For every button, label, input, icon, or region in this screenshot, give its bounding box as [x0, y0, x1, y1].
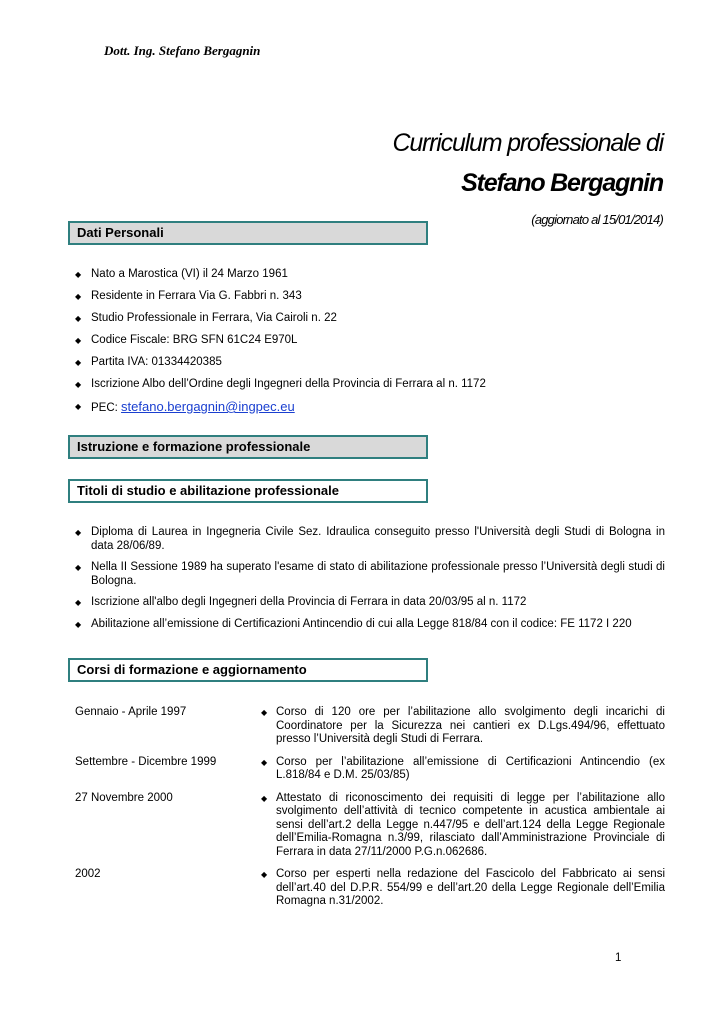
- section-degrees: Titoli di studio e abilitazione professionale: [68, 479, 428, 503]
- list-item: [75, 378, 665, 392]
- title-line-2: Stefano Bergagnin: [461, 169, 663, 197]
- personal-list: [75, 268, 665, 416]
- bullet-icon: ◆: [75, 270, 82, 279]
- title-line-1: Curriculum professionale di: [392, 129, 663, 157]
- bullet-icon: ◆: [75, 402, 82, 411]
- bullet-icon: ◆: [75, 598, 82, 607]
- list-item: [75, 268, 665, 282]
- course-date: 27 Novembre 2000: [75, 791, 173, 804]
- section-personal: Dati Personali: [68, 221, 428, 245]
- course-date: 2002: [75, 868, 101, 880]
- course-row: [75, 868, 665, 909]
- list-item-text: Iscrizione Albo dell’Ordine degli Ingegneri della Provincia di Ferrara al n. 1172: [91, 378, 486, 390]
- list-item-pec: [75, 400, 665, 416]
- list-item: [75, 312, 665, 326]
- course-text: Corso per l’abilitazione all’emissione di Certificazioni Antincendio (ex L.818/84 e D.M. 25/03/85): [276, 755, 665, 781]
- course-text: Attestato di riconoscimento dei requisiti di legge per l’abilitazione allo svolgimento dell’attività di tecnico competente in acustica ambientale ai sensi dell’art.2 della Legge n.447/95 e dell’art.124 della Legge Regionale dell’Emilia-Romagna n.3/99, rilasciato dall’Amministrazione Provinciale di Ferrara in data 27/11/2000 P.G.n.062686.: [276, 791, 665, 858]
- bullet-icon: ◆: [75, 292, 82, 301]
- course-text: Corso di 120 ore per l’abilitazione allo svolgimento degli incarichi di Coordinatore per la Sicurezza nei cantieri ex D.Lgs.494/96, effettuato presso l’Università degli Studi di Ferrara.: [276, 706, 665, 745]
- degree-list: [75, 526, 665, 631]
- pec-label: PEC:: [91, 402, 118, 414]
- course-row: [75, 792, 665, 860]
- list-item-text: Partita IVA: 01334420385: [91, 356, 222, 368]
- list-item: [75, 618, 665, 632]
- list-item-text: Studio Professionale in Ferrara, Via Cairoli n. 22: [91, 312, 337, 324]
- list-item: [75, 596, 665, 610]
- course-date: Gennaio - Aprile 1997: [75, 706, 187, 718]
- section-courses: Corsi di formazione e aggiornamento: [68, 658, 428, 682]
- course-description: [261, 706, 665, 747]
- list-item-text: Nella II Sessione 1989 ha superato l'esame di stato di abilitazione professionale presso l’Università degli studi di Bologna.: [91, 561, 665, 587]
- bullet-icon: ◆: [75, 563, 82, 572]
- bullet-icon: ◆: [75, 380, 82, 389]
- updated-date: (aggiornato al 15/01/2014): [531, 212, 663, 227]
- course-description: [261, 792, 665, 860]
- bullet-icon: ◆: [75, 528, 82, 537]
- bullet-icon: ◆: [75, 314, 82, 323]
- list-item: [75, 356, 665, 370]
- list-item-text: Nato a Marostica (VI) il 24 Marzo 1961: [91, 268, 288, 280]
- bullet-icon: ◆: [261, 708, 268, 717]
- list-item-text: Iscrizione all'albo degli Ingegneri della Provincia di Ferrara in data 20/03/95 al n. 1172: [91, 596, 527, 608]
- bullet-icon: ◆: [75, 619, 82, 629]
- bullet-icon: ◆: [75, 336, 82, 345]
- list-item-text: Residente in Ferrara Via G. Fabbri n. 343: [91, 290, 302, 302]
- courses-table: [75, 706, 665, 909]
- bullet-icon: ◆: [261, 793, 268, 803]
- course-row: [75, 756, 665, 783]
- list-item-text: Abilitazione all’emissione di Certificazioni Antincendio di cui alla Legge 818/84 con il codice: FE 1172 I 220: [91, 617, 632, 630]
- list-item: [75, 561, 665, 588]
- section-education: Istruzione e formazione professionale: [68, 435, 428, 459]
- course-row: [75, 706, 665, 747]
- course-description: [261, 756, 665, 783]
- bullet-icon: ◆: [261, 757, 268, 767]
- course-date: Settembre - Dicembre 1999: [75, 755, 217, 768]
- list-item-text: Diploma di Laurea in Ingegneria Civile Sez. Idraulica conseguito presso l'Università degli Studi di Bologna in data 28/06/89.: [91, 526, 665, 552]
- pec-email-link[interactable]: stefano.bergagnin@ingpec.eu: [121, 399, 295, 414]
- list-item: [75, 290, 665, 304]
- list-item-text: Codice Fiscale: BRG SFN 61C24 E970L: [91, 334, 298, 346]
- course-description: [261, 868, 665, 909]
- bullet-icon: ◆: [261, 870, 268, 879]
- list-item: [75, 334, 665, 348]
- title-block: [392, 128, 663, 227]
- list-item: [75, 526, 665, 553]
- page-number: 1: [615, 952, 622, 964]
- bullet-icon: ◆: [75, 358, 82, 367]
- header-author: Dott. Ing. Stefano Bergagnin: [104, 43, 261, 58]
- course-text: Corso per esperti nella redazione del Fascicolo del Fabbricato ai sensi dell’art.40 del D.P.R. 554/99 e dell’art.20 della Legge Regionale dell’Emilia Romagna n.31/2002.: [276, 868, 665, 907]
